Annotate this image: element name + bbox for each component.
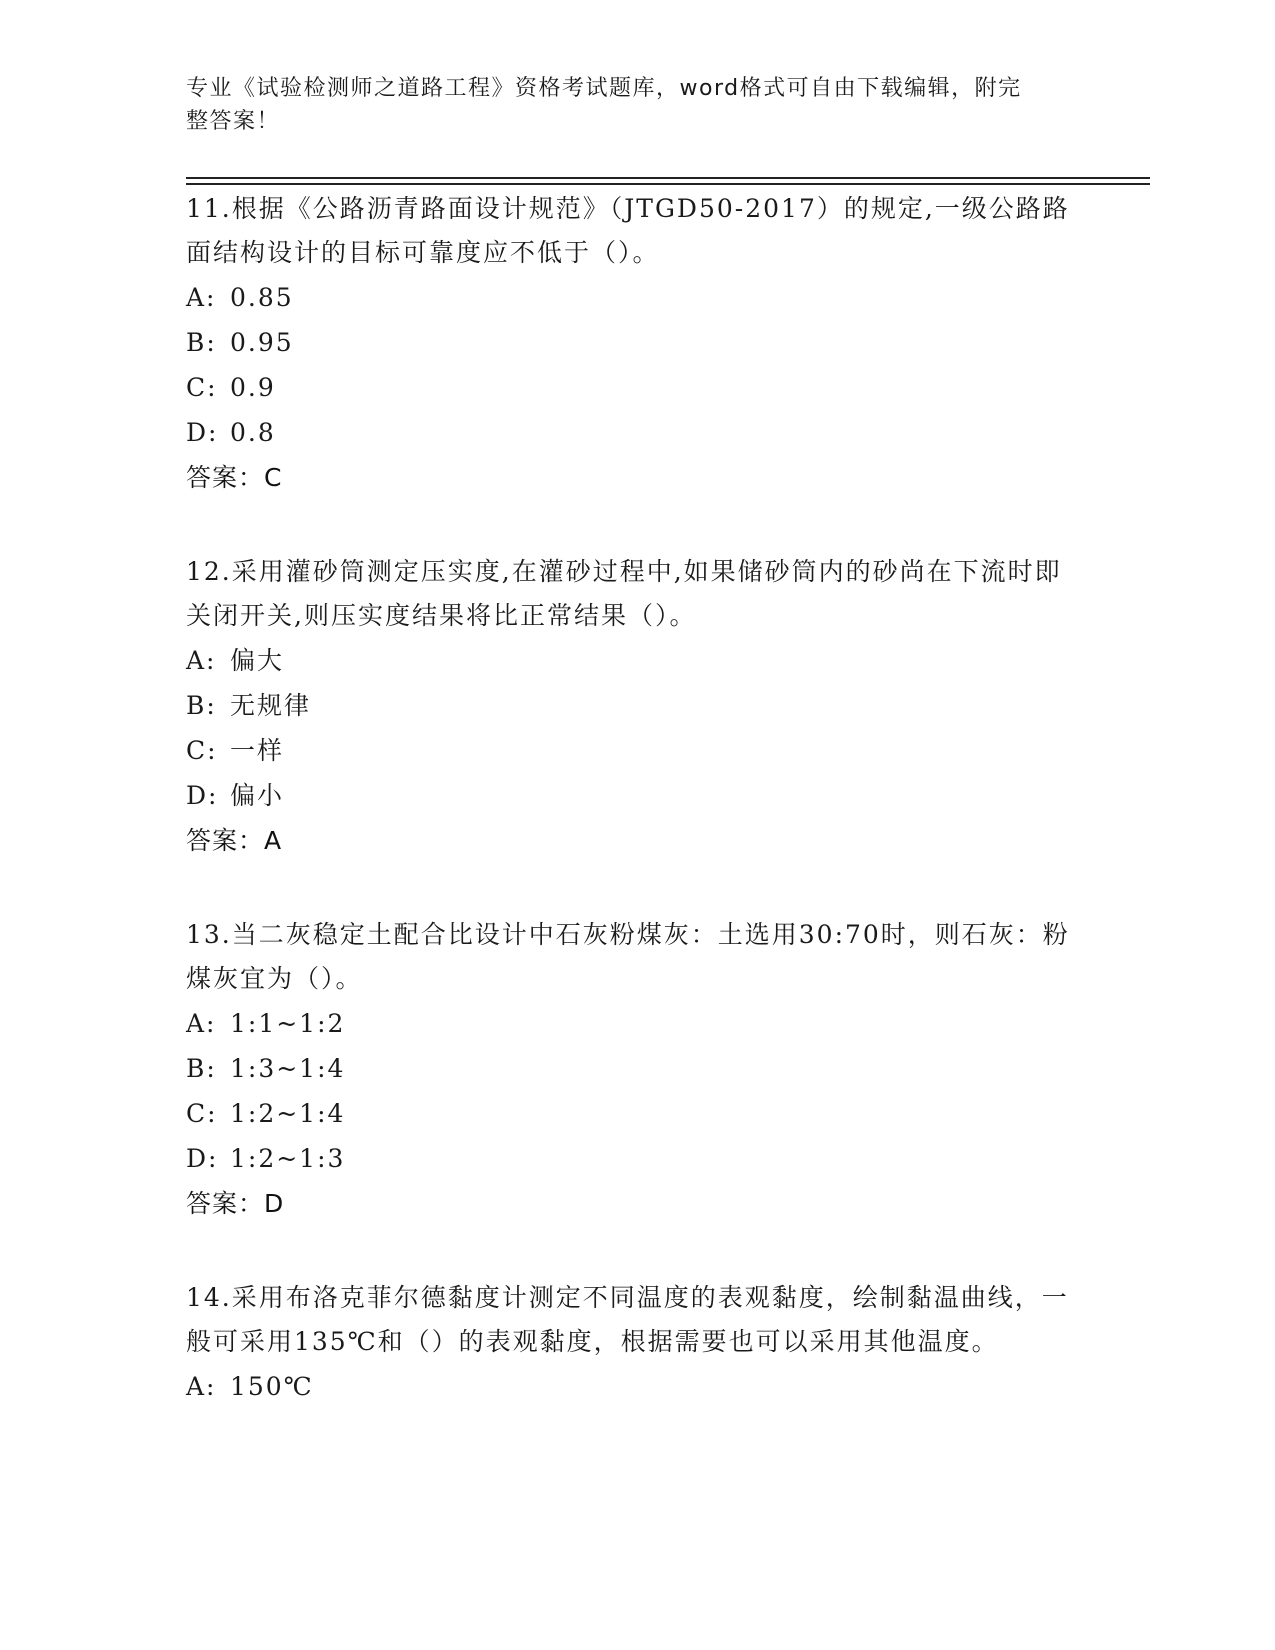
- option-c: C: 0.9: [186, 373, 276, 402]
- option-a: A: 偏大: [186, 646, 285, 675]
- question-12: [186, 550, 1076, 863]
- question-text: 12.采用灌砂筒测定压实度,在灌砂过程中,如果储砂筒内的砂尚在下流时即关闭开关,则压实度结果将比正常结果（）。: [186, 557, 1062, 630]
- header-line-2: 整答案！: [186, 109, 281, 134]
- document-header: [186, 72, 1066, 138]
- question-11: [186, 187, 1076, 500]
- header-divider-bottom: [186, 183, 1150, 185]
- question-13: [186, 913, 1076, 1226]
- header-line-1: 专业《试验检测师之道路工程》资格考试题库，word格式可自由下载编辑，附完: [186, 76, 1022, 101]
- option-a: A: 0.85: [186, 283, 294, 312]
- option-d: D: 偏小: [186, 781, 285, 810]
- option-d: D: 0.8: [186, 418, 276, 447]
- option-c: C: 一样: [186, 736, 285, 765]
- answer-label: 答案：C: [186, 463, 283, 492]
- question-text: 11.根据《公路沥青路面设计规范》（JTGD50-2017）的规定,一级公路路面结构设计的目标可靠度应不低于（）。: [186, 194, 1070, 267]
- option-c: C: 1:2~1:4: [186, 1099, 346, 1128]
- header-divider-top: [186, 177, 1150, 179]
- option-b: B: 0.95: [186, 328, 294, 357]
- option-b: B: 1:3~1:4: [186, 1054, 346, 1083]
- option-a: A: 150℃: [186, 1372, 314, 1401]
- option-a: A: 1:1~1:2: [186, 1009, 346, 1038]
- option-b: B: 无规律: [186, 691, 312, 720]
- question-text: 14.采用布洛克菲尔德黏度计测定不同温度的表观黏度，绘制黏温曲线，一般可采用135℃和（）的表观黏度，根据需要也可以采用其他温度。: [186, 1283, 1069, 1356]
- question-14: [186, 1276, 1076, 1409]
- question-text: 13.当二灰稳定土配合比设计中石灰粉煤灰：土选用30:70时，则石灰：粉煤灰宜为（）。: [186, 920, 1070, 993]
- answer-label: 答案：A: [186, 826, 283, 855]
- option-d: D: 1:2~1:3: [186, 1144, 346, 1173]
- answer-label: 答案：D: [186, 1189, 285, 1218]
